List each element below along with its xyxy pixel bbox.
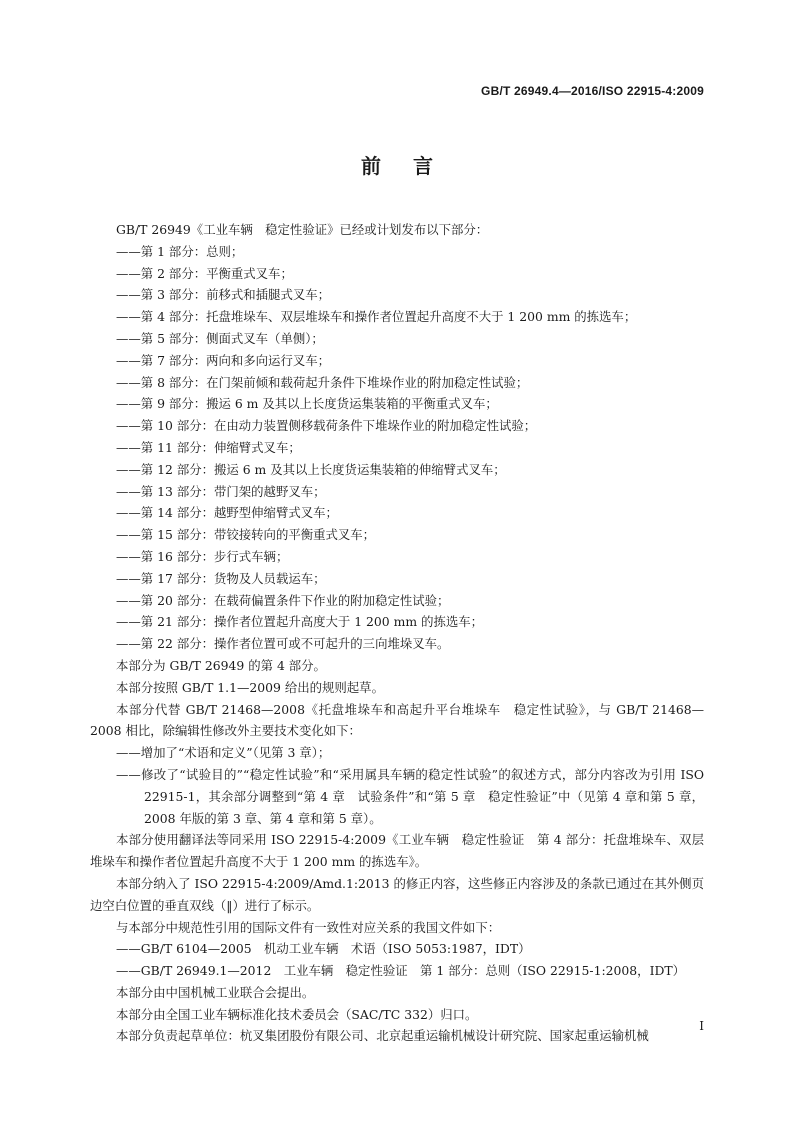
- list-item: ——GB/T 26949.1—2012 工业车辆 稳定性验证 第 1 部分：总则（ISO 22915-1:2008，IDT）: [116, 963, 686, 979]
- intro-paragraph: GB/T 26949《工业车辆 稳定性验证》已经或计划发布以下部分：: [116, 222, 489, 237]
- list-item: ——第 16 部分：步行式车辆；: [116, 548, 289, 564]
- list-item: ——第 2 部分：平衡重式叉车；: [116, 265, 293, 281]
- list-item: ——GB/T 6104—2005 机动工业车辆 术语（ISO 5053:1987，IDT）: [116, 941, 531, 957]
- page-title: 前言: [361, 154, 465, 178]
- standard-number: GB/T 26949.4—2016/ISO 22915-4:2009: [481, 84, 704, 98]
- drafting-units-paragraph: 本部分负责起草单位：杭叉集团股份有限公司、北京起重运输机械设计研究院、国家起重运输机械: [116, 1028, 649, 1044]
- amendment-paragraph: 本部分纳入了 ISO 22915-4:2009/Amd.1:2013 的修正内容，这些修正内容涉及的条款已通过在其外侧页边空白位置的垂直双线（‖）进行了标示。: [90, 875, 704, 913]
- references-intro: 与本部分中规范性引用的国际文件有一致性对应关系的我国文件如下：: [116, 919, 501, 935]
- changes-list: [90, 742, 704, 829]
- list-item: ——第 4 部分：托盘堆垛车、双层堆垛车和操作者位置起升高度不大于 1 200 mm 的拣选车；: [116, 309, 637, 325]
- list-item: ——修改了“试验目的”“稳定性试验”和“采用属具车辆的稳定性试验”的叙述方式，部分内容改为引用 ISO 22915-1，其余部分调整到“第 4 章 试验条件”和“第 5 章 稳定性验证”中（见第 4 章和第 5 章，2008 年版的第 3 章、第 4 章和第 5 章）。: [116, 766, 704, 826]
- translation-paragraph: 本部分使用翻译法等同采用 ISO 22915-4:2009《工业车辆 稳定性验证 第 4 部分：托盘堆垛车、双层堆垛车和操作者位置起升高度不大于 1 200 mm 的拣选车》。: [90, 832, 704, 870]
- list-item: ——第 10 部分：在由动力装置侧移载荷条件下堆垛作业的附加稳定性试验；: [116, 418, 537, 434]
- list-item: ——第 12 部分：搬运 6 m 及其以上长度货运集装箱的伸缩臂式叉车；: [116, 461, 506, 477]
- part4-paragraph: 本部分为 GB/T 26949 的第 4 部分。: [116, 657, 326, 673]
- list-item: ——第 7 部分：两向和多向运行叉车；: [116, 352, 331, 368]
- list-item: ——第 5 部分：侧面式叉车（单侧）；: [116, 330, 324, 346]
- centralized-by-paragraph: 本部分由全国工业车辆标准化技术委员会（SAC/TC 332）归口。: [116, 1006, 478, 1022]
- list-item: ——第 13 部分：带门架的越野叉车；: [116, 483, 326, 499]
- drafting-rules-paragraph: 本部分按照 GB/T 1.1—2009 给出的规则起草。: [116, 679, 384, 695]
- list-item: ——第 3 部分：前移式和插腿式叉车；: [116, 287, 331, 303]
- list-item: ——第 14 部分：越野型伸缩臂式叉车；: [116, 505, 338, 521]
- page-number: I: [699, 1019, 704, 1033]
- replacement-paragraph: 本部分代替 GB/T 21468—2008《托盘堆垛车和高起升平台堆垛车 稳定性试验》，与 GB/T 21468—2008 相比，除编辑性修改外主要技术变化如下：: [90, 701, 704, 739]
- proposed-by-paragraph: 本部分由中国机械工业联合会提出。: [116, 984, 315, 1000]
- list-item: ——第 22 部分：操作者位置可或不可起升的三向堆垛叉车。: [116, 636, 450, 652]
- list-item: ——第 11 部分：伸缩臂式叉车；: [116, 439, 301, 455]
- list-item: ——第 9 部分：搬运 6 m 及其以上长度货运集装箱的平衡重式叉车；: [116, 396, 498, 412]
- list-item: ——增加了“术语和定义”（见第 3 章）；: [116, 745, 331, 761]
- list-item: ——第 1 部分：总则；: [116, 243, 244, 259]
- foreword-body: [90, 219, 704, 1047]
- references-list: [90, 938, 704, 982]
- parts-list: [90, 241, 704, 655]
- list-item: ——第 20 部分：在载荷偏置条件下作业的附加稳定性试验；: [116, 592, 450, 608]
- list-item: ——第 8 部分：在门架前倾和载荷起升条件下堆垛作业的附加稳定性试验；: [116, 374, 529, 390]
- list-item: ——第 17 部分：货物及人员载运车；: [116, 570, 326, 586]
- list-item: ——第 15 部分：带铰接转向的平衡重式叉车；: [116, 527, 376, 543]
- list-item: ——第 21 部分：操作者位置起升高度大于 1 200 mm 的拣选车；: [116, 614, 484, 630]
